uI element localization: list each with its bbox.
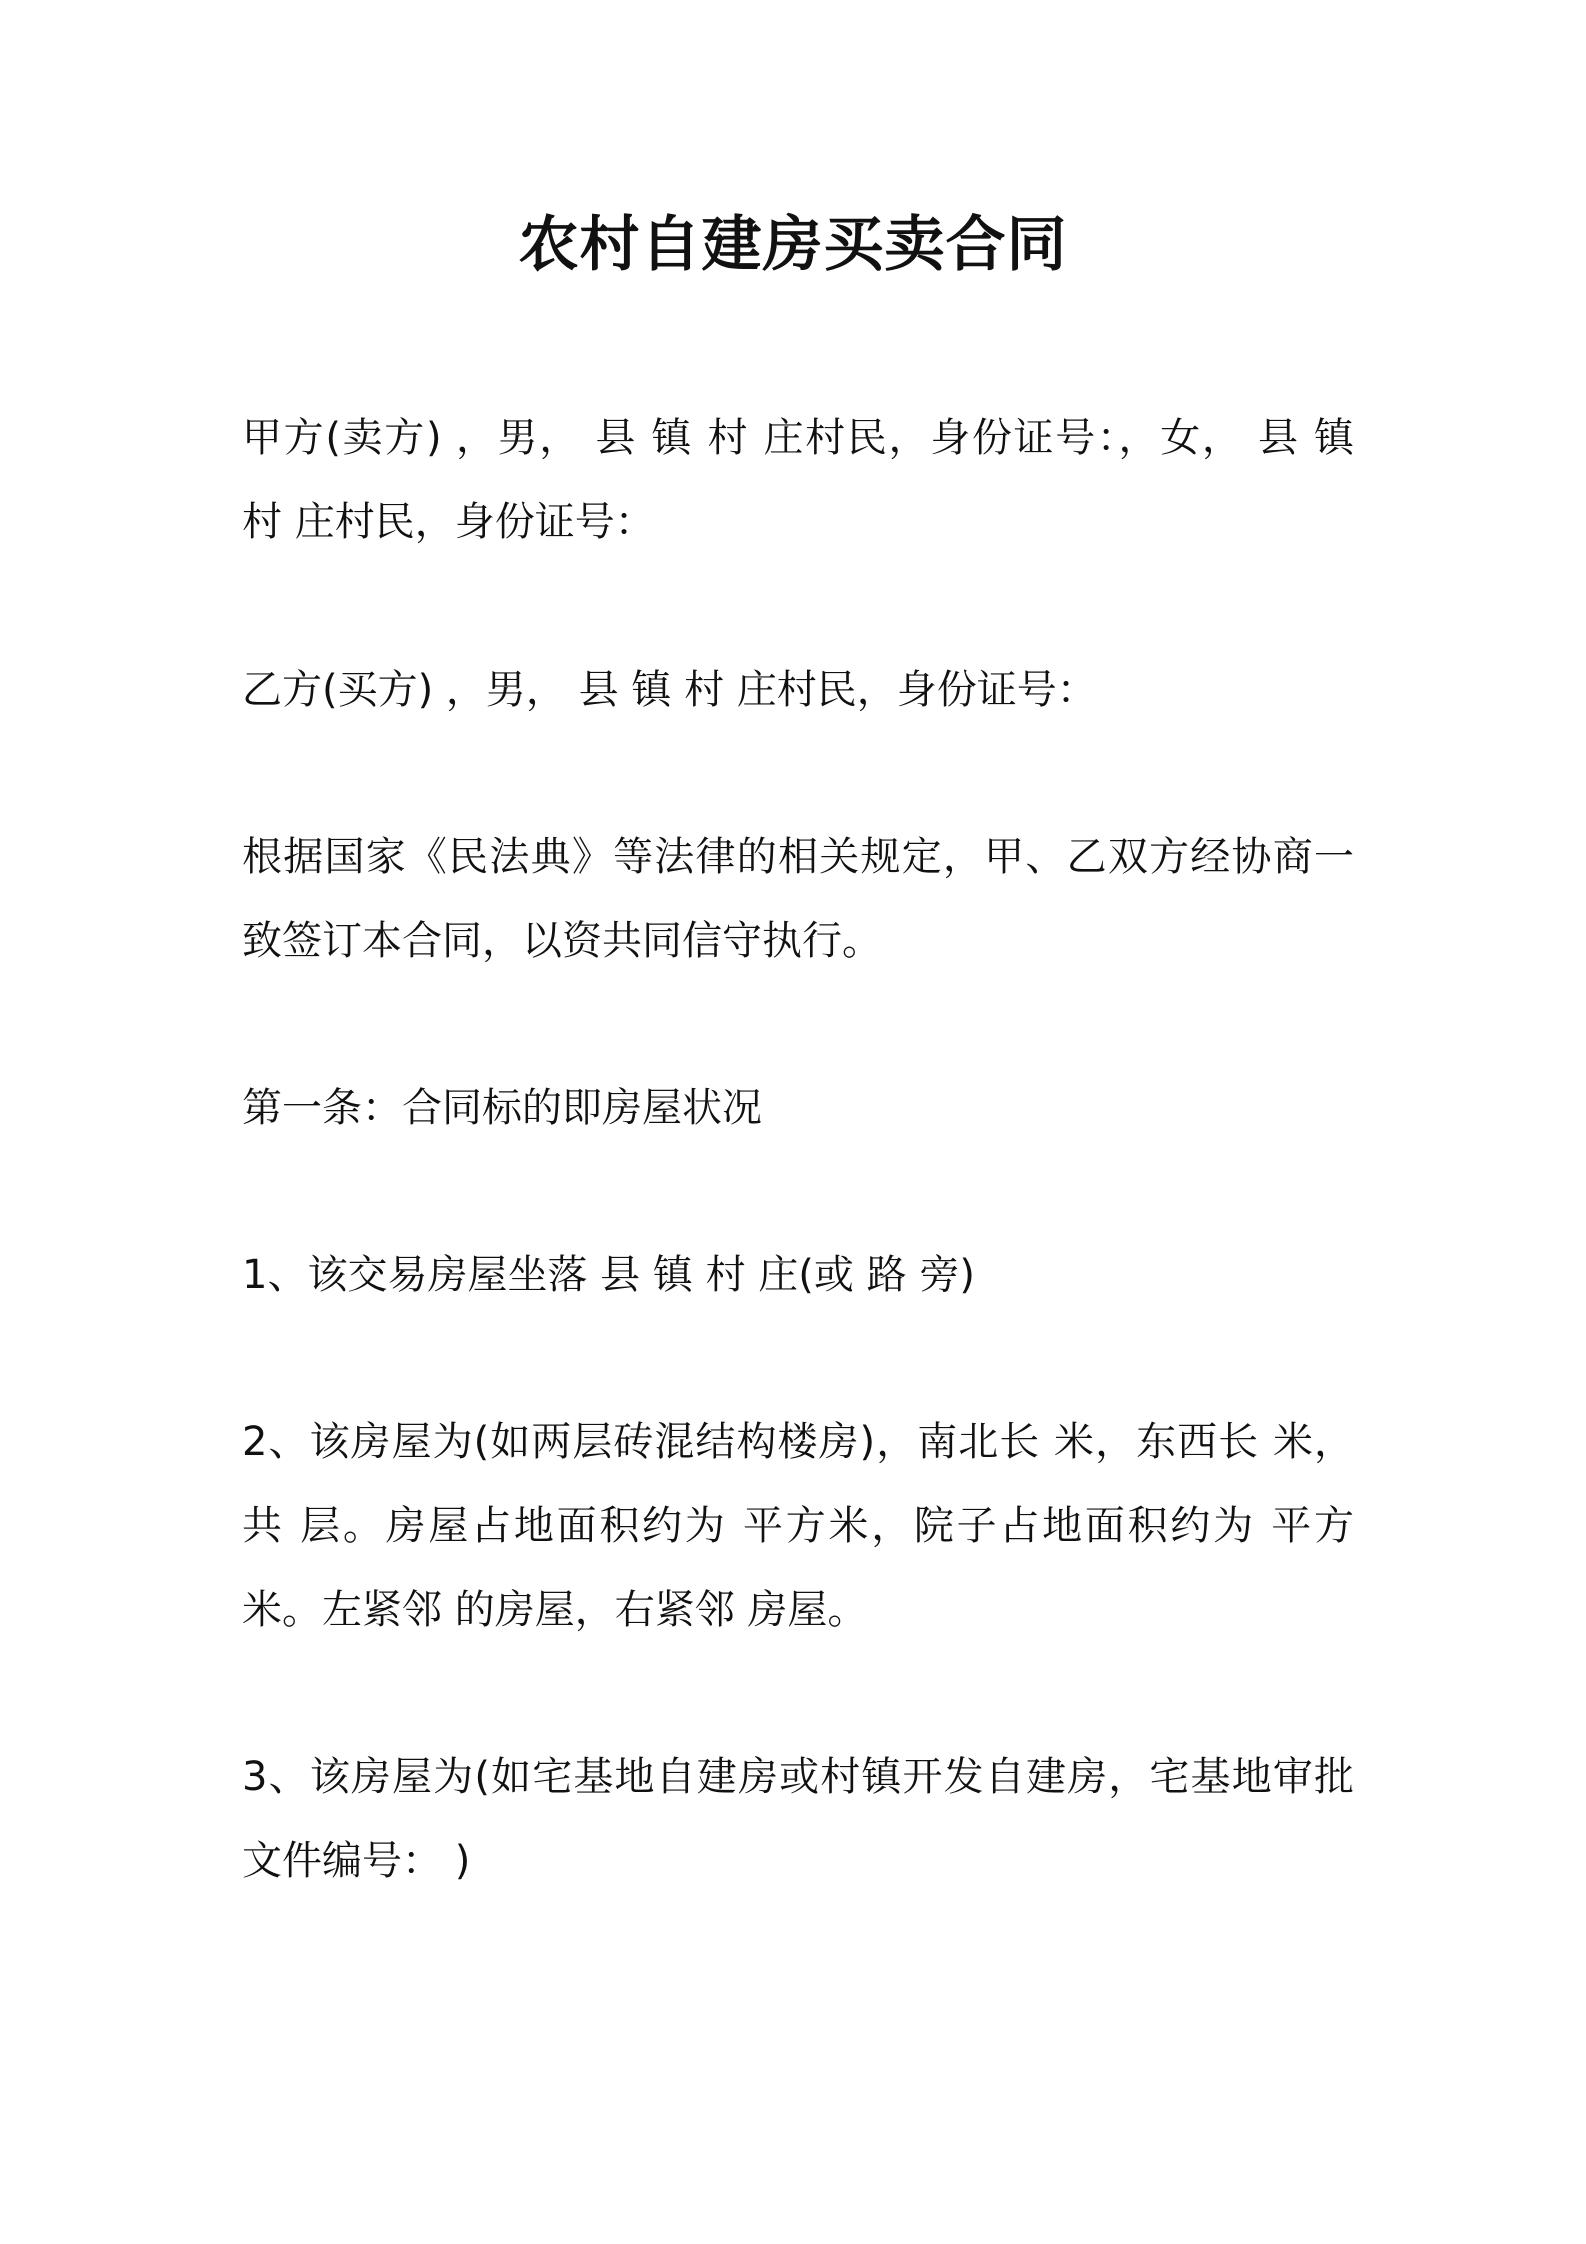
clause-1-location: 1、该交易房屋坐落 县 镇 村 庄(或 路 旁) bbox=[242, 1252, 975, 1298]
article-one-heading: 第一条：合同标的即房屋状况 bbox=[242, 1085, 762, 1131]
party-a-paragraph: 甲方(卖方) ，男， 县 镇 村 庄村民，身份证号：，女， 县 镇 村 庄村民，身份证号： bbox=[242, 415, 1354, 545]
clause-2-structure: 2、该房屋为(如两层砖混结构楼房)，南北长 米，东西长 米，共 层。房屋占地面积约为 平方米，院子占地面积约为 平方米。左紧邻 的房屋，右紧邻 房屋。 bbox=[242, 1419, 1354, 1633]
legal-basis-paragraph: 根据国家《民法典》等法律的相关规定，甲、乙双方经协商一致签订本合同，以资共同信守执行。 bbox=[242, 834, 1354, 964]
document-title: 农村自建房买卖合同 bbox=[518, 210, 1068, 280]
party-b-paragraph: 乙方(买方) ，男， 县 镇 村 庄村民，身份证号： bbox=[242, 667, 1097, 713]
clause-3-type: 3、该房屋为(如宅基地自建房或村镇开发自建房，宅基地审批文件编号： ) bbox=[242, 1754, 1354, 1884]
